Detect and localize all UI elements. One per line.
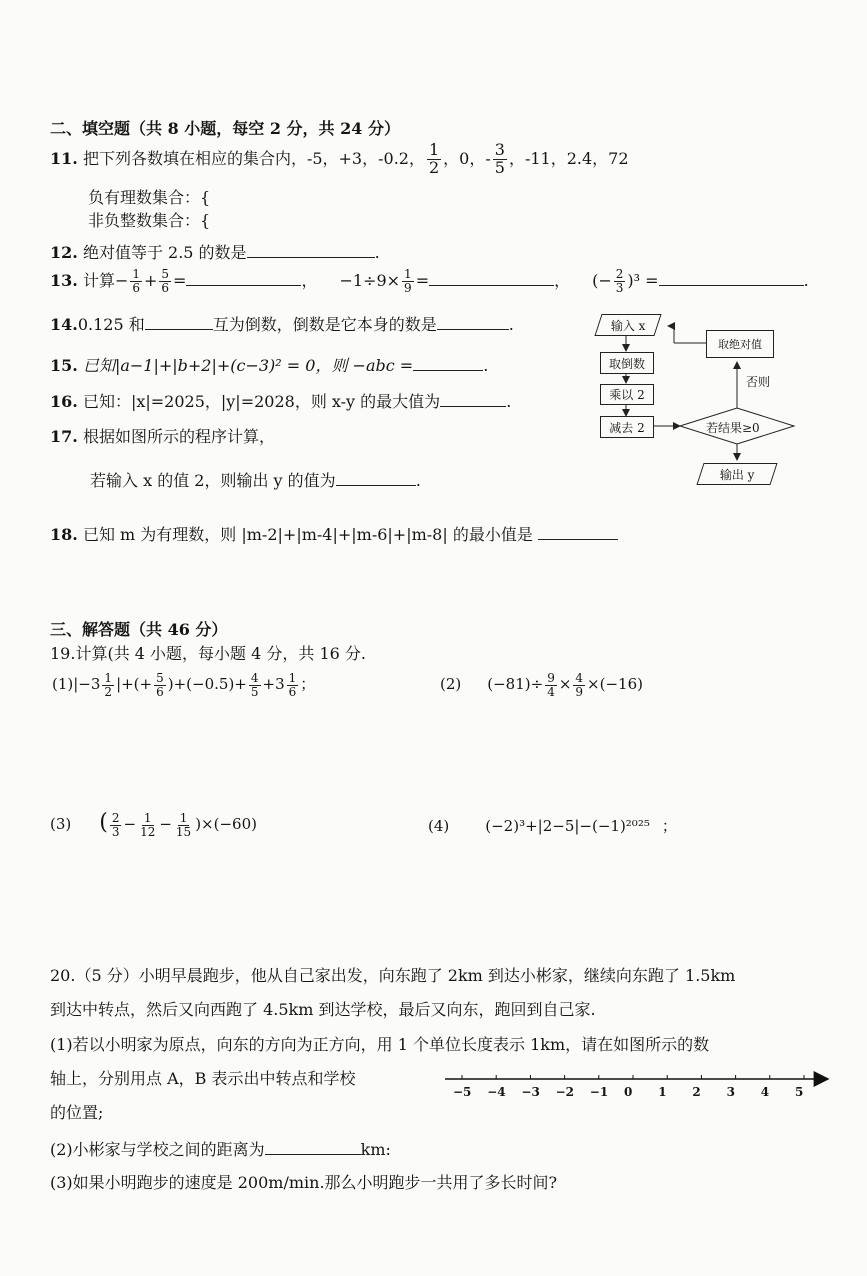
q13-fraction-c: $\frac{1}{9}$ — [404, 267, 412, 295]
number-line-tick-label: −1 — [589, 1085, 609, 1099]
number-line-tick-label: 2 — [692, 1085, 701, 1099]
number-line-tick-label: 4 — [760, 1085, 770, 1099]
q13-part2: −1÷9× — [339, 271, 401, 290]
q11-fraction-1: $\frac{1}{2}$ — [428, 140, 440, 177]
q13-equals-2: = — [415, 271, 430, 290]
flowchart-reciprocal-box: 取倒数 — [600, 352, 654, 374]
q12-end: . — [374, 243, 380, 262]
question-18 — [50, 522, 618, 545]
q18-number: 18. — [50, 525, 78, 544]
answer-blank[interactable] — [429, 271, 554, 286]
answer-blank[interactable] — [659, 271, 804, 286]
q13-end: . — [803, 271, 809, 290]
q13-cube: )³ = — [627, 271, 659, 290]
q11-number: 11. — [50, 148, 78, 168]
flowchart-abs-box: 取绝对值 — [706, 330, 774, 358]
question-17 — [50, 424, 275, 447]
number-line-tick-label: −5 — [453, 1085, 472, 1099]
q19-part4 — [428, 815, 677, 836]
q19-p1-d: +3 — [262, 675, 285, 694]
q13-part3: (− — [592, 271, 612, 290]
q19-p4-label: (4) — [428, 817, 450, 835]
q18-text: 已知 m 为有理数，则 |m-2|+|m-4|+|m-6|+|m-8| 的最小值是 — [82, 525, 533, 544]
flowchart-else-label: 否则 — [746, 375, 771, 389]
answer-blank[interactable] — [247, 243, 375, 258]
q19-p1-c: )+(−0.5)+ — [167, 675, 247, 694]
q19-p3-frac2: $\frac{1}{12}$ — [140, 810, 156, 839]
flowchart-input-box: 输入 x — [594, 314, 661, 336]
question-15 — [50, 353, 488, 376]
q11-set-nonnegative-integer: 非负整数集合：{ — [88, 211, 211, 230]
q11-fraction-2: $\frac{3}{5}$ — [494, 140, 505, 177]
q13-sep: ， — [301, 271, 318, 290]
q19-p1-b: |+(+ — [116, 675, 153, 694]
q13-plus: + — [144, 271, 158, 290]
q19-p3-label: (3) — [50, 815, 72, 833]
q13-sep-2: ， — [554, 271, 571, 290]
q13-text: 计算 — [82, 271, 115, 290]
number-line-tick-label: 0 — [624, 1085, 633, 1099]
q20-line3: (1)若以小明家为原点，向东的方向为正方向，用 1 个单位长度表示 1km，请在如图所示的数 — [50, 1035, 710, 1054]
q20-line6 — [50, 1137, 391, 1160]
q11-text: 把下列各数填在相应的集合内，-5，+3，-0.2， — [82, 148, 425, 168]
q14-text-b: 互为倒数，倒数是它本身的数是 — [212, 315, 437, 334]
answer-blank[interactable] — [186, 271, 301, 286]
q19-p3-a: ( — [99, 810, 108, 835]
q15-text: 已知|a−1|+|b+2|+(c−3)² = 0，则 −abc = — [82, 356, 414, 375]
q20-line6-unit: km: — [360, 1140, 391, 1159]
section3-title: 三、解答题（共 46 分） — [50, 620, 228, 639]
q20-line6-text: (2)小彬家与学校之间的距离为 — [50, 1140, 265, 1159]
q16-end: . — [506, 392, 512, 411]
flowchart-subtract-box: 减去 2 — [600, 416, 654, 438]
section2-title: 二、填空题（共 8 小题，每空 2 分，共 24 分） — [50, 119, 400, 138]
q13-fraction-b: $\frac{5}{6}$ — [161, 267, 170, 295]
q13-minus: − — [114, 271, 129, 290]
q20-line5: 的位置; — [50, 1103, 104, 1122]
q19-p1-a: |−3 — [73, 675, 101, 694]
q19-p1-frac2: $\frac{5}{6}$ — [156, 671, 164, 699]
number-line-tick-label: −2 — [555, 1085, 574, 1099]
q19-p4-a: (−2)³+|2−5|−(−1)²⁰²⁵ — [485, 817, 650, 835]
number-line-tick-label: −4 — [487, 1085, 506, 1099]
q19-p3-d: )×(−60) — [195, 815, 257, 833]
q19-p4-b: ； — [661, 817, 677, 835]
question-14 — [50, 312, 514, 335]
q13-number: 13. — [50, 271, 78, 290]
number-line-tick-label: 3 — [726, 1085, 735, 1099]
q19-part3 — [50, 810, 257, 838]
q20-line4: 轴上，分别用点 A，B 表示出中转点和学校 — [50, 1069, 356, 1088]
q19-p1-frac3: $\frac{4}{5}$ — [250, 671, 259, 699]
q14-end: . — [508, 315, 514, 334]
answer-blank[interactable] — [145, 315, 213, 330]
q19-p1-e: ； — [300, 675, 316, 694]
question-13 — [50, 268, 809, 295]
q19-part2 — [440, 672, 643, 698]
q19-p2-c: ×(−16) — [587, 675, 643, 694]
answer-blank[interactable] — [336, 471, 416, 486]
q19-p2-label: (2) — [440, 675, 462, 694]
q17-text: 根据如图所示的程序计算， — [82, 427, 275, 446]
q19-p3-c: − — [159, 815, 172, 833]
q16-text: 已知：|x|=2025，|y|=2028，则 x-y 的最大值为 — [82, 392, 441, 411]
question-12 — [50, 240, 380, 263]
answer-blank[interactable] — [413, 356, 483, 371]
number-line-tick-label: 1 — [658, 1085, 667, 1099]
q20-line2: 到达中转点，然后又向西跑了 4.5km 到达学校，最后又向东，跑回到自己家. — [50, 1000, 596, 1019]
q20-line7: (3)如果小明跑步的速度是 200m/min.那么小明跑步一共用了多长时间? — [50, 1173, 558, 1192]
q15-end: . — [483, 356, 489, 375]
q13-fraction-a: $\frac{1}{6}$ — [132, 267, 140, 295]
flowchart-multiply-box: 乘以 2 — [600, 384, 654, 405]
q11-set-negative-rational: 负有理数集合：{ — [88, 188, 211, 207]
q11-mid: ，0，- — [443, 148, 491, 168]
q15-number: 15. — [50, 356, 78, 375]
q13-fraction-d: $\frac{2}{3}$ — [615, 267, 624, 295]
q19-p3-frac3: $\frac{1}{15}$ — [175, 810, 192, 839]
answer-blank[interactable] — [440, 392, 506, 407]
q19-p2-a: (−81)÷ — [487, 675, 544, 694]
answer-blank[interactable] — [538, 525, 618, 540]
question-16 — [50, 389, 511, 412]
q14-text-a: 0.125 和 — [77, 315, 145, 334]
q20-line1: 20.（5 分）小明早晨跑步，他从自己家出发，向东跑了 2km 到达小彬家，继续向东跑了 1.5km — [50, 966, 736, 985]
q12-number: 12. — [50, 243, 78, 262]
q13-equals-1: = — [173, 271, 187, 290]
number-line-tick-label: −3 — [521, 1085, 540, 1099]
q19-p1-frac4: $\frac{1}{6}$ — [288, 671, 297, 699]
q19-p2-b: × — [558, 675, 572, 694]
answer-blank[interactable] — [265, 1140, 361, 1155]
number-line-tick-label: 5 — [795, 1085, 804, 1099]
question-11 — [50, 142, 629, 177]
q19-p1-frac1: $\frac{1}{2}$ — [104, 671, 113, 699]
q19-p2-frac2: $\frac{4}{9}$ — [575, 671, 584, 699]
q16-number: 16. — [50, 392, 78, 411]
q17-number: 17. — [50, 427, 78, 446]
q17-end: . — [415, 471, 421, 490]
q19-p2-frac1: $\frac{9}{4}$ — [547, 671, 555, 699]
flowchart-output-box: 输出 y — [696, 463, 777, 485]
q19-p3-b: − — [123, 815, 137, 833]
answer-blank[interactable] — [437, 315, 509, 330]
q14-number: 14. — [50, 315, 78, 334]
q19-header: 19.计算(共 4 小题，每小题 4 分，共 16 分. — [50, 644, 367, 663]
q12-text: 绝对值等于 2.5 的数是 — [82, 243, 247, 262]
q17-line2 — [90, 468, 421, 491]
flowchart-condition: 若结果≥0 — [706, 421, 760, 435]
q19-part1 — [52, 672, 315, 698]
q19-p1-label: (1) — [52, 675, 74, 694]
q17-line2-text: 若输入 x 的值 2，则输出 y 的值为 — [90, 471, 336, 490]
q19-p3-frac1: $\frac{2}{3}$ — [111, 810, 120, 839]
q11-rest: ，-11，2.4，72 — [508, 148, 629, 168]
